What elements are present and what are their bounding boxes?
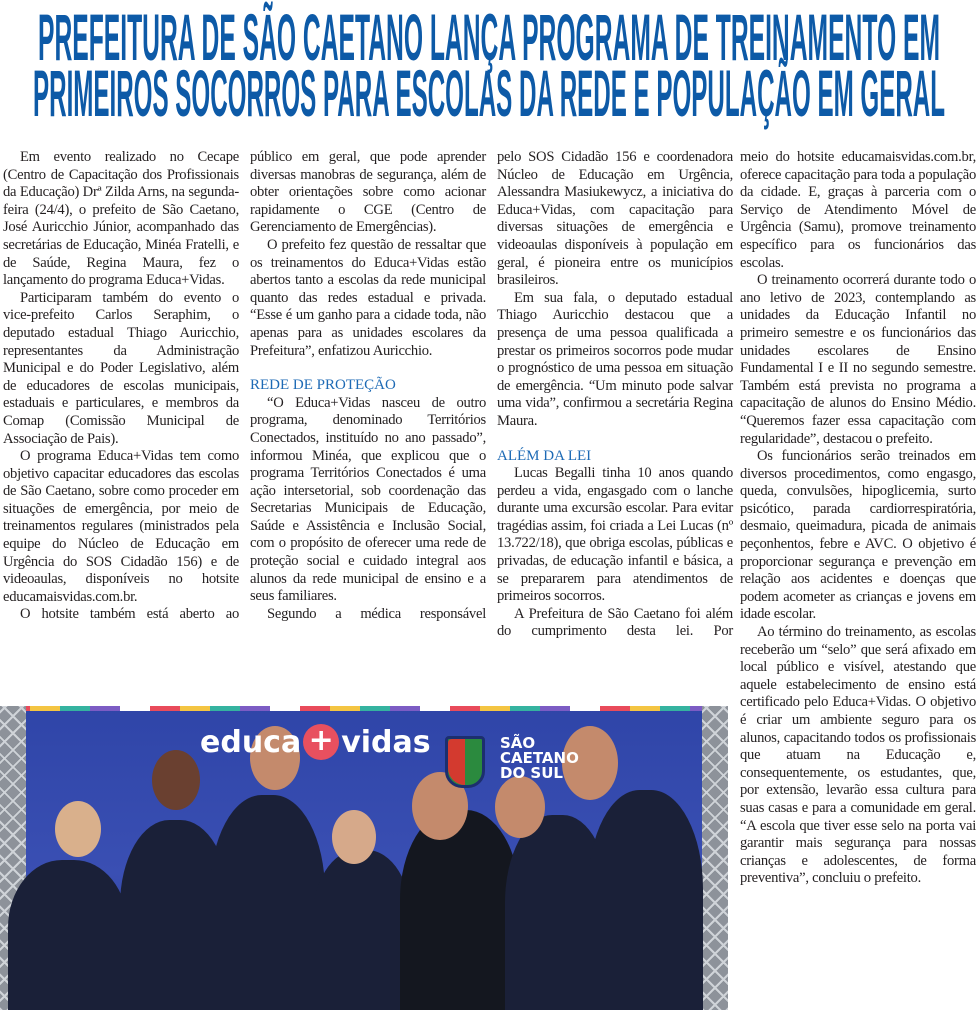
person [312, 850, 412, 1010]
plus-icon: + [303, 724, 339, 760]
person [400, 810, 520, 1010]
paragraph: Segundo a médica responsável [267, 605, 486, 622]
paragraph: pelo SOS Cidadão 156 e coordenadora Núcleo de Educação em Urgência, Alessandra Masiukewycz, a iniciativa do Educa+Vidas, com capacitação para diversas situações de emergência e videoaulas disponíveis à população em geral, é pioneira entre os municípios brasileiros. [497, 149, 733, 289]
headline-line-1: PREFEITURA DE SÃO CAETANO LANÇA PROGRAMA DE TREINAMENTO EM [38, 0, 940, 74]
paragraph: Ao término do treinamento, as escolas receberão um “selo” que será afixado em local público e visível, atestando que aquele estabelecimento de ensino está certificado pelo Educa+Vidas. O objetivo é criar um ambiente seguro para os alunos, capacitando todos os profissionais que atuam na Educação e, consequentemente, os estudantes, que, por extensão, levarão essa cultura para suas casas e para a comunidade em geral. “A escola que tiver esse selo na porta vai garantir mais segurança para nossas crianças e adolescentes, de forma preventiva”, concluiu o prefeito. [740, 624, 976, 887]
paragraph: Em sua fala, o deputado estadual Thiago Auricchio destacou que a presença de uma pessoa qualificada a prestar os primeiros socorros pode mudar o prognóstico de uma pessoa em situação de emergência. “Um minuto pode salvar uma vida”, confirmou a secretária Regina Maura. [497, 289, 733, 429]
subheading-alem-da-lei: ALÉM DA LEI [497, 447, 592, 464]
headline [0, 0, 979, 130]
person-head [332, 810, 376, 864]
article-column-1 [3, 149, 239, 624]
article-column-3 [497, 149, 733, 641]
paragraph: O programa Educa+Vidas tem como objetivo capacitar educadores das escolas de São Caetano, sobre como proceder em situações de emergência, por meio de treinamentos regulares (ministrados pela equipe do Núcleo de Educação em Urgência do SOS Cidadão 156) e de videoaulas, disponíveis no hotsite educamaisvidas.com.br. [3, 448, 239, 605]
subheading-rede-de-protecao: REDE DE PROTEÇÃO [250, 377, 396, 394]
paragraph: público em geral, que pode aprender diversas manobras de segurança, além de obter orientações sobre como acionar rapidamente o CGE (Centro de Gerenciamento de Emergências). [250, 149, 486, 236]
paragraph: O prefeito fez questão de ressaltar que os treinamentos do Educa+Vidas estão abertos tanto a escolas da rede municipal quanto das redes estadual e privada. “Esse é um ganho para a cidade toda, não apenas para as unidades escolares da Prefeitura”, enfatizou Auricchio. [250, 236, 486, 359]
educa-vidas-logo [200, 724, 431, 760]
logo-text-left: educa [200, 724, 302, 760]
paragraph: O hotsite também está aberto ao [20, 606, 239, 623]
person [588, 790, 703, 1010]
person-head [495, 776, 545, 838]
person-head [55, 801, 101, 857]
event-photo [0, 706, 728, 1010]
paragraph: Lucas Begalli tinha 10 anos quando perdeu a vida, engasgado com o lanche durante uma excursão escolar. Para evitar tragédias assim, foi criada a Lei Lucas (nº 13.722/18), que obriga escolas, públicas e privadas, de educação infantil e básica, a se prepararem para atendimentos de primeiros socorros. [497, 465, 733, 605]
headline-line-2: PRIMEIROS SOCORROS PARA ESCOLAS DA REDE E POPULAÇÃO EM GERAL [33, 56, 945, 130]
city-crest-icon [445, 736, 485, 788]
truss-right [702, 706, 728, 1010]
paragraph: meio do hotsite educamaisvidas.com.br, oferece capacitação para toda a população da cidade. E, graças à parceria com o Serviço de Atendimento Móvel de Urgência (Samu), promove treinamento específico para os funcionários das escolas. [740, 149, 976, 271]
person [210, 795, 325, 1010]
person [8, 860, 128, 1010]
logo-text-right: vidas [341, 724, 431, 760]
article-column-2 [250, 149, 486, 623]
paragraph: “O Educa+Vidas nasceu de outro programa, denominado Territórios Conectados, instituído no ano passado”, informou Minéa, que explicou que o programa Territórios Conectados é uma ação intersetorial, sob coordenação das Secretarias Municipais de Educação, Saúde e Assistência e Inclusão Social, com o propósito de oferecer uma rede de proteção social e cuidado integral aos alunos da rede municipal de ensino e a seus familiares. [250, 394, 486, 605]
person-head [152, 750, 200, 810]
paragraph: A Prefeitura de São Caetano foi além do cumprimento desta lei. Por [497, 605, 733, 640]
banner-stripe [0, 706, 728, 711]
paragraph: Participaram também do evento o vice-prefeito Carlos Seraphim, o deputado estadual Thiago Auricchio, representantes da Administração Municipal e do Poder Legislativo, além de educadores de escolas municipais, estaduais e particulares, e membros da Comap (Comissão Municipal de Associação de Pais). [3, 289, 239, 447]
paragraph: Os funcionários serão treinados em diversos procedimentos, como engasgo, queda, convulsões, hipoglicemia, surto psicótico, parada cardiorrespiratória, desmaio, queimadura, picada de animais peçonhentos, febre e AVC. O objetivo é proporcionar segurança e prevenção em relação aos acidentes e doenças que podem acometer as crianças e jovens em idade escolar. [740, 448, 976, 623]
article-column-4 [740, 149, 976, 888]
paragraph: O treinamento ocorrerá durante todo o ano letivo de 2023, contemplando as unidades da Educação Infantil no primeiro semestre e os funcionários das unidades escolares de Ensino Fundamental I e II no segundo semestre. Também está prevista no programa a capacitação de alunos do Ensino Médio. “Queremos fazer essa capacitação com regularidade”, destacou o prefeito. [740, 272, 976, 447]
city-name: SÃO CAETANO DO SUL [500, 734, 579, 782]
paragraph: Em evento realizado no Cecape (Centro de Capacitação dos Profissionais da Educação) Drª Zilda Arns, na segunda-feira (24/4), o prefeito de São Caetano, José Auricchio Júnior, acompanhado das secretárias de Educação, Minéa Fratelli, e de Saúde, Regina Maura, fez o lançamento do programa Educa+Vidas. [3, 149, 239, 289]
